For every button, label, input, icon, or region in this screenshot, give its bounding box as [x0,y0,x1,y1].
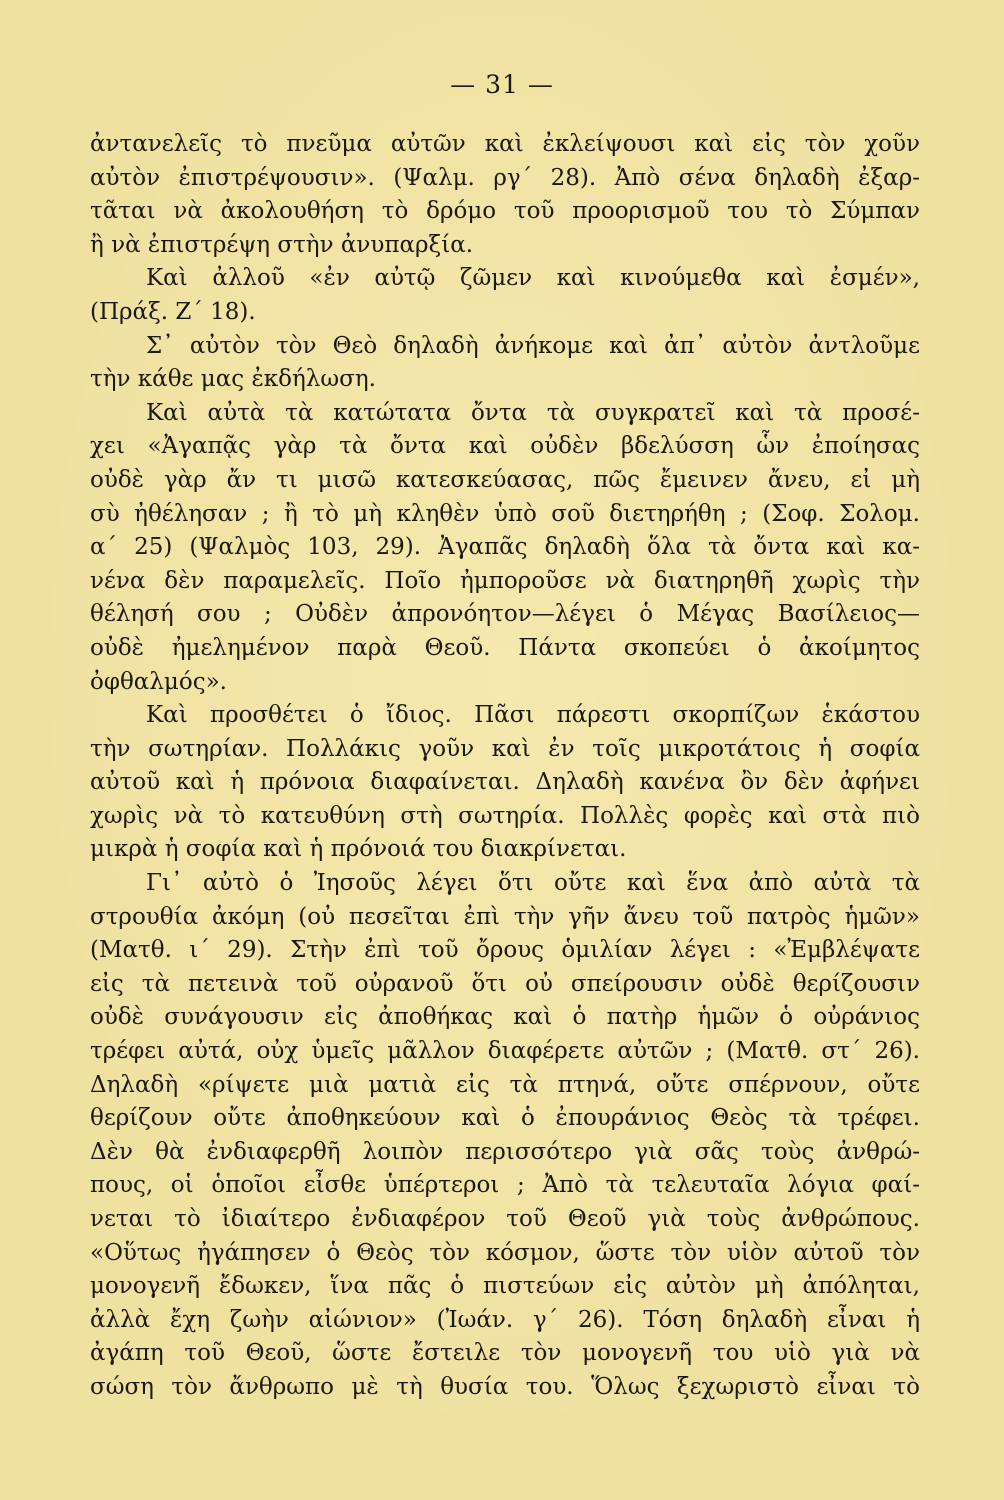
text-line: Γι᾽ αὐτὸ ὁ Ἰησοῦς λέγει ὅτι οὔτε καὶ ἕνα ἀπὸ αὐτὰ τὰ [146,870,920,897]
text-line: ἀλλὰ ἔχη ζωὴν αἰώνιον» (Ἰωάν. γ΄ 26). Τόση δηλαδὴ εἶναι ἡ [90,1306,920,1333]
text-line: θέλησή σου ; Οὐδὲν ἀπρονόητον—λέγει ὁ Μέγας Βασίλειος— [90,601,920,628]
text-line: ἀγάπη τοῦ Θεοῦ, ὥστε ἔστειλε τὸν μονογενῆ του υἱὸ γιὰ νὰ [90,1340,920,1367]
text-line: «Οὕτως ἠγάπησεν ὁ Θεὸς τὸν κόσμον, ὥστε τὸν υἱὸν αὐτοῦ τὸν [90,1239,920,1266]
text-line: Καὶ αὐτὰ τὰ κατώτατα ὄντα τὰ συγκρατεῖ καὶ τὰ προσέ- [146,399,920,426]
text-line: σὺ ἠθέλησαν ; ἢ τὸ μὴ κληθὲν ὑπὸ σοῦ διετηρήθη ; (Σοφ. Σολομ. [90,500,920,527]
text-line: Καὶ προσθέτει ὁ ἴδιος. Πᾶσι πάρεστι σκορπίζων ἑκάστου [146,702,920,729]
text-line: αὐτοῦ καὶ ἡ πρόνοια διαφαίνεται. Δηλαδὴ κανένα ὂν δὲν ἀφήνει [90,769,920,796]
text-line: μικρὰ ἡ σοφία καὶ ἡ πρόνοιά του διακρίνεται. [90,836,627,863]
text-line: τᾶται νὰ ἀκολουθήση τὸ δρόμο τοῦ προορισμοῦ του τὸ Σύμπαν [90,198,920,225]
text-line: χωρὶς νὰ τὸ κατευθύνη στὴ σωτηρία. Πολλὲς φορὲς καὶ στὰ πιὸ [90,802,920,829]
body-text [90,128,920,1405]
text-line: εἰς τὰ πετεινὰ τοῦ οὐρανοῦ ὅτι οὐ σπείρουσιν οὐδὲ θερίζουσιν [90,970,920,997]
text-line: νεται τὸ ἰδιαίτερο ἐνδιαφέρον τοῦ Θεοῦ γιὰ τοὺς ἀνθρώπους. [90,1206,920,1232]
text-line: Καὶ ἀλλοῦ «ἐν αὐτῷ ζῶμεν καὶ κινούμεθα καὶ ἐσμέν», [146,265,920,292]
text-line: τρέφει αὐτά, οὐχ ὑμεῖς μᾶλλον διαφέρετε αὐτῶν ; (Ματθ. στ΄ 26). [90,1038,920,1065]
text-line: τὴν σωτηρίαν. Πολλάκις γοῦν καὶ ἐν τοῖς μικροτάτοις ἡ σοφία [90,735,920,762]
text-line: οὐδὲ ἠμελημένον παρὰ Θεοῦ. Πάντα σκοπεύει ὁ ἀκοίμητος [90,634,920,661]
text-line: ἀντανελεῖς τὸ πνεῦμα αὐτῶν καὶ ἐκλείψουσι καὶ εἰς τὸν χοῦν [90,131,920,157]
text-line: σώση τὸν ἄνθρωπο μὲ τὴ θυσία του. Ὅλως ξεχωριστὸ εἶναι τὸ [90,1373,920,1400]
text-line: νένα δὲν παραμελεῖς. Ποῖο ἠμποροῦσε νὰ διατηρηθῆ χωρὶς τὴν [90,567,920,594]
text-line: Δὲν θὰ ἐνδιαφερθῆ λοιπὸν περισσότερο γιὰ σᾶς τοὺς ἀνθρώ- [90,1138,920,1165]
text-line: α΄ 25) (Ψαλμὸς 103, 29). Ἀγαπᾶς δηλαδὴ ὅλα τὰ ὄντα καὶ κα- [90,534,920,561]
text-line: ὀφθαλμός». [90,668,227,695]
text-line: Σ᾽ αὐτὸν τὸν Θεὸ δηλαδὴ ἀνήκομε καὶ ἀπ᾽ αὐτὸν ἀντλοῦμε [146,332,920,359]
text-line: (Πράξ. Ζ΄ 18). [90,298,256,325]
page-number: — 31 — [450,70,554,99]
text-line: Δηλαδὴ «ρίψετε μιὰ ματιὰ εἰς τὰ πτηνά, οὔτε σπέρνουν, οὔτε [90,1071,920,1098]
text-line: οὐδὲ συνάγουσιν εἰς ἀποθήκας καὶ ὁ πατὴρ ἡμῶν ὁ οὐράνιος [90,1004,920,1031]
text-line: στρουθία ἀκόμη (οὐ πεσεῖται ἐπὶ τὴν γῆν ἄνευ τοῦ πατρὸς ἡμῶν» [90,903,920,930]
text-line: τὴν κάθε μας ἐκδήλωση. [90,366,376,393]
text-line: θερίζουν οὔτε ἀποθηκεύουν καὶ ὁ ἐπουράνιος Θεὸς τὰ τρέφει. [90,1105,920,1132]
text-line: οὐδὲ γὰρ ἄν τι μισῶ κατεσκεύασας, πῶς ἔμεινεν ἄνευ, εἰ μὴ [90,466,920,493]
text-line: χει «Ἀγαπᾷς γὰρ τὰ ὄντα καὶ οὐδὲν βδελύσση ὧν ἐποίησας [90,433,920,460]
text-line: πους, οἱ ὁποῖοι εἶσθε ὑπέρτεροι ; Ἀπὸ τὰ τελευταῖα λόγια φαί- [90,1172,920,1199]
text-line: ἢ νὰ ἐπιστρέψη στὴν ἀνυπαρξία. [90,231,474,258]
text-line: μονογενῆ ἔδωκεν, ἵνα πᾶς ὁ πιστεύων εἰς αὐτὸν μὴ ἀπόληται, [90,1273,920,1300]
text-line: (Ματθ. ι΄ 29). Στὴν ἐπὶ τοῦ ὄρους ὁμιλίαν λέγει : «Ἐμβλέψατε [90,937,920,964]
text-line: αὐτὸν ἐπιστρέψουσιν». (Ψαλμ. ργ΄ 28). Ἀπὸ σένα δηλαδὴ ἐξαρ- [90,164,920,191]
